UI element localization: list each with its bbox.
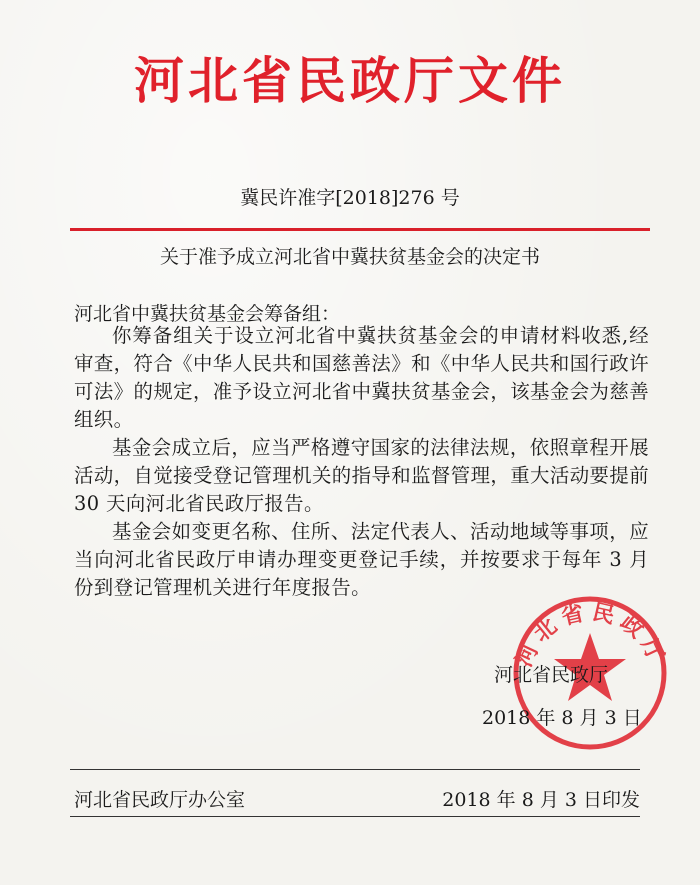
body-paragraph-2: 基金会成立后，应当严格遵守国家的法律法规，依照章程开展活动，自觉接受登记管理机关的指导和监督管理，重大活动要提前 30 天向河北省民政厅报告。 (74, 436, 649, 515)
svg-text:河北省民政厅: 河北省民政厅 (511, 599, 671, 671)
document-title: 关于准予成立河北省中冀扶贫基金会的决定书 (159, 246, 540, 268)
body-paragraph-1: 你筹备组关于设立河北省中冀扶贫基金会的申请材料收悉,经审查，符合《中华人民共和国慈善法》和《中华人民共和国行政许可法》的规定，准予设立河北省中冀扶贫基金会，该基金会为慈善组织。 (74, 324, 649, 431)
footer-rule-bottom (70, 816, 640, 817)
document-body (74, 322, 649, 602)
signature-organization: 河北省民政厅 (494, 664, 609, 686)
document-header-title: 河北省民政厅文件 (134, 52, 566, 110)
signature-date: 2018 年 8 月 3 日 (482, 707, 642, 729)
document-number: 冀民许准字[2018]276 号 (240, 187, 460, 209)
addressee: 河北省中冀扶贫基金会筹备组： (74, 303, 341, 325)
footer-rule-top (70, 769, 640, 770)
footer-issuer: 河北省民政厅办公室 (74, 789, 246, 811)
footer-print-date: 2018 年 8 月 3 日印发 (442, 789, 640, 811)
body-paragraph-3: 基金会如变更名称、住所、法定代表人、活动地域等事项，应当向河北省民政厅申请办理变更登记手续，并按要求于每年 3 月份到登记管理机关进行年度报告。 (74, 520, 649, 599)
header-red-rule (70, 228, 650, 231)
